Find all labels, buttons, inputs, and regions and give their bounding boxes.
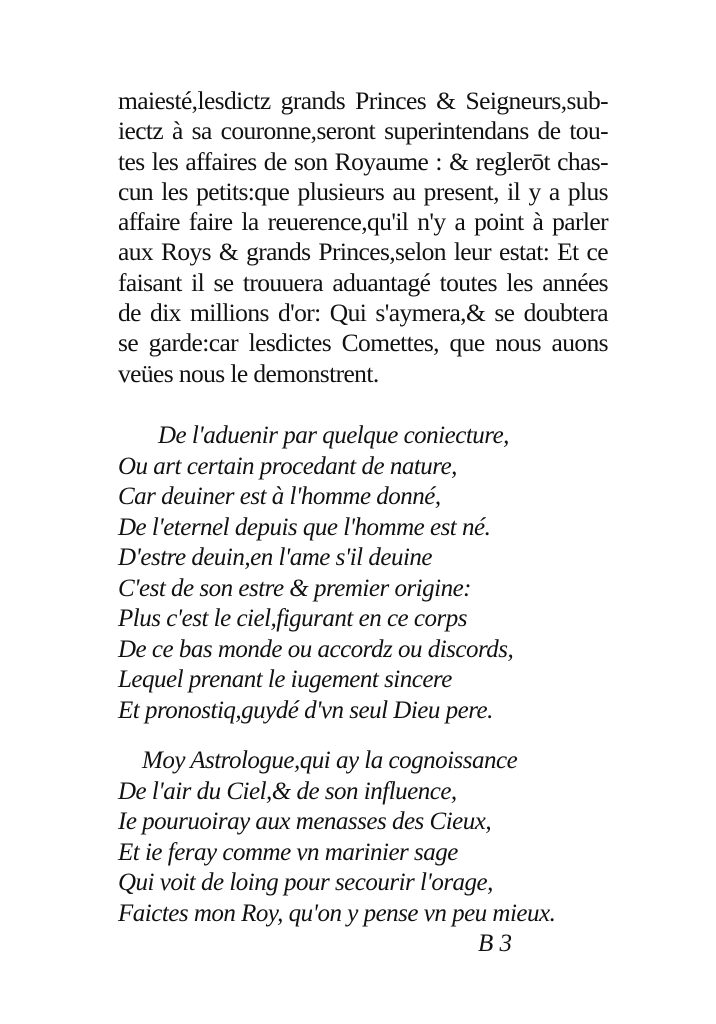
prose-line: faisant il se trouuera aduantagé toutes les années [118,267,608,297]
prose-line: aux Roys & grands Princes,selon leur estat: Et ce [118,237,608,267]
verse-line: Et pronostiq,guydé d'vn seul Dieu pere. [118,696,493,724]
verse-line: Car deuiner est à l'homme donné, [118,483,441,510]
prose-line: maiesté,lesdictz grands Princes & Seigneurs,sub- [118,86,608,115]
prose-line: cun les petits:que plusieurs au present, il y a plus [118,176,608,206]
verse-line: Ou art certain procedant de nature, [118,452,457,480]
verse-stanza-1 [118,421,618,726]
verse-line: Moy Astrologue,qui ay la cognoissance [142,747,518,774]
verse-stanza-2 [118,746,618,929]
verse-line: Et ie feray comme vn marinier sage [118,838,458,866]
verse-line: D'estre deuin,en l'ame s'il deuine [118,544,433,571]
signature-mark: B 3 [478,930,513,957]
verse-line: De ce bas monde ou accordz ou discords, [118,635,514,663]
verse-line: Ie pouruoiray aux menasses des Cieux, [118,808,492,835]
prose-line: se garde:car lesdictes Comettes, que nous auons [118,328,608,358]
prose-paragraph [118,86,608,389]
verse-line: De l'aduenir par quelque coniecture, [158,422,509,449]
prose-line: veües nous le demonstrent. [118,358,379,388]
prose-line: de dix millions d'or: Qui s'aymera,& se doubtera [118,298,608,328]
verse-line: C'est de son estre & premier origine: [118,574,471,602]
verse-line: De l'air du Ciel,& de son influence, [118,777,457,805]
verse-line: De l'eternel depuis que l'homme est né. [118,513,491,541]
verse-line: Lequel prenant le iugement sincere [118,666,452,693]
prose-line: tes les affaires de son Royaume : & reglerōt chas- [118,146,608,176]
prose-line: affaire faire la reuerence,qu'il n'y a point à parler [118,207,608,237]
prose-line: iectz à sa couronne,seront superintendans de tou- [118,116,608,146]
verse-line: Qui voit de loing pour secourir l'orage, [118,869,493,896]
verse-line: Plus c'est le ciel,figurant en ce corps [118,605,467,632]
verse-line: Faictes mon Roy, qu'on y pense vn peu mieux. [118,899,556,927]
